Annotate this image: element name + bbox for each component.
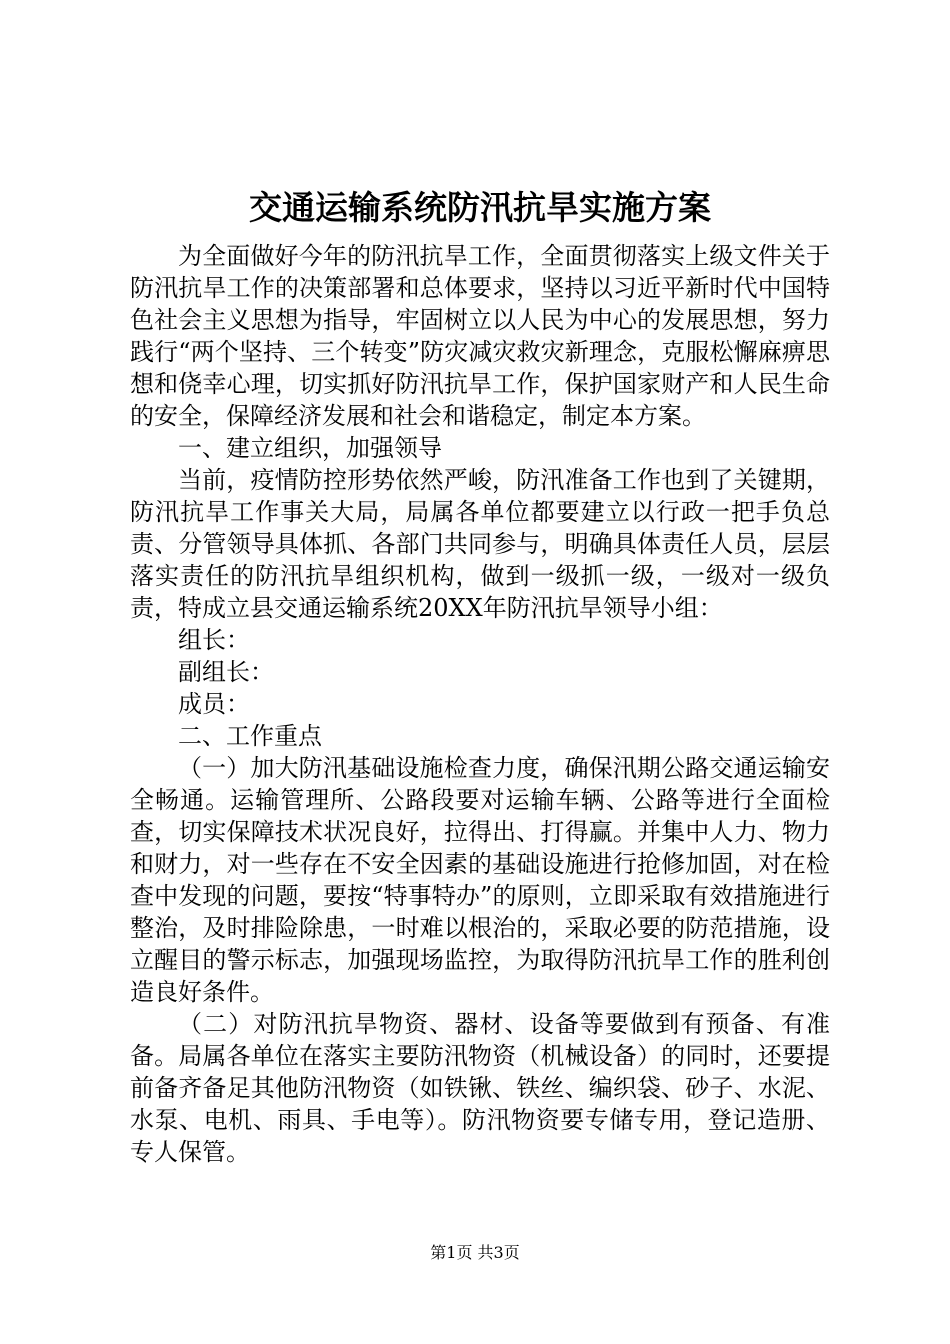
- intro-paragraph: 为全面做好今年的防汛抗旱工作，全面贯彻落实上级文件关于防汛抗旱工作的决策部署和总体要求，坚持以习近平新时代中国特色社会主义思想为指导，牢固树立以人民为中心的发展思想，努力践行“两个坚持、三个转变”防灾减灾救灾新理念，克服松懈麻痹思想和侥幸心理，切实抓好防汛抗旱工作，保护国家财产和人民生命的安全，保障经济发展和社会和谐稳定，制定本方案。: [130, 242, 830, 430]
- document-page: [130, 188, 830, 1168]
- section-2-item-1: （一）加大防汛基础设施检查力度，确保汛期公路交通运输安全畅通。运输管理所、公路段要对运输车辆、公路等进行全面检查，切实保障技术状况良好，拉得出、打得赢。并集中人力、物力和财力，对一些存在不安全因素的基础设施进行抢修加固，对在检查中发现的问题，要按“特事特办”的原则，立即采取有效措施进行整治，及时排险除患，一时难以根治的，采取必要的防范措施，设立醒目的警示标志，加强现场监控，为取得防汛抗旱工作的胜利创造良好条件。: [130, 754, 830, 1006]
- members-line: 成员：: [178, 690, 250, 718]
- leader-line: 组长：: [178, 626, 250, 654]
- deputy-leader-line: 副组长：: [178, 658, 274, 686]
- page-footer: 第1页 共3页: [430, 1243, 520, 1262]
- section-1-body: 当前，疫情防控形势依然严峻，防汛准备工作也到了关键期，防汛抗旱工作事关大局，局属各单位都要建立以行政一把手负总责、分管领导具体抓、各部门共同参与，明确具体责任人员，层层落实责任的防汛抗旱组织机构，做到一级抓一级，一级对一级负责，特成立县交通运输系统20XX年防汛抗旱领导小组：: [130, 466, 830, 622]
- section-2-item-2: （二）对防汛抗旱物资、器材、设备等要做到有预备、有准备。局属各单位在落实主要防汛物资（机械设备）的同时，还要提前备齐备足其他防汛物资（如铁锹、铁丝、编织袋、砂子、水泥、水泵、电机、雨具、手电等）。防汛物资要专储专用，登记造册、专人保管。: [130, 1010, 830, 1166]
- section-2-heading: 二、工作重点: [178, 722, 322, 750]
- document-title: 交通运输系统防汛抗旱实施方案: [249, 188, 711, 227]
- section-1-heading: 一、建立组织，加强领导: [178, 434, 442, 462]
